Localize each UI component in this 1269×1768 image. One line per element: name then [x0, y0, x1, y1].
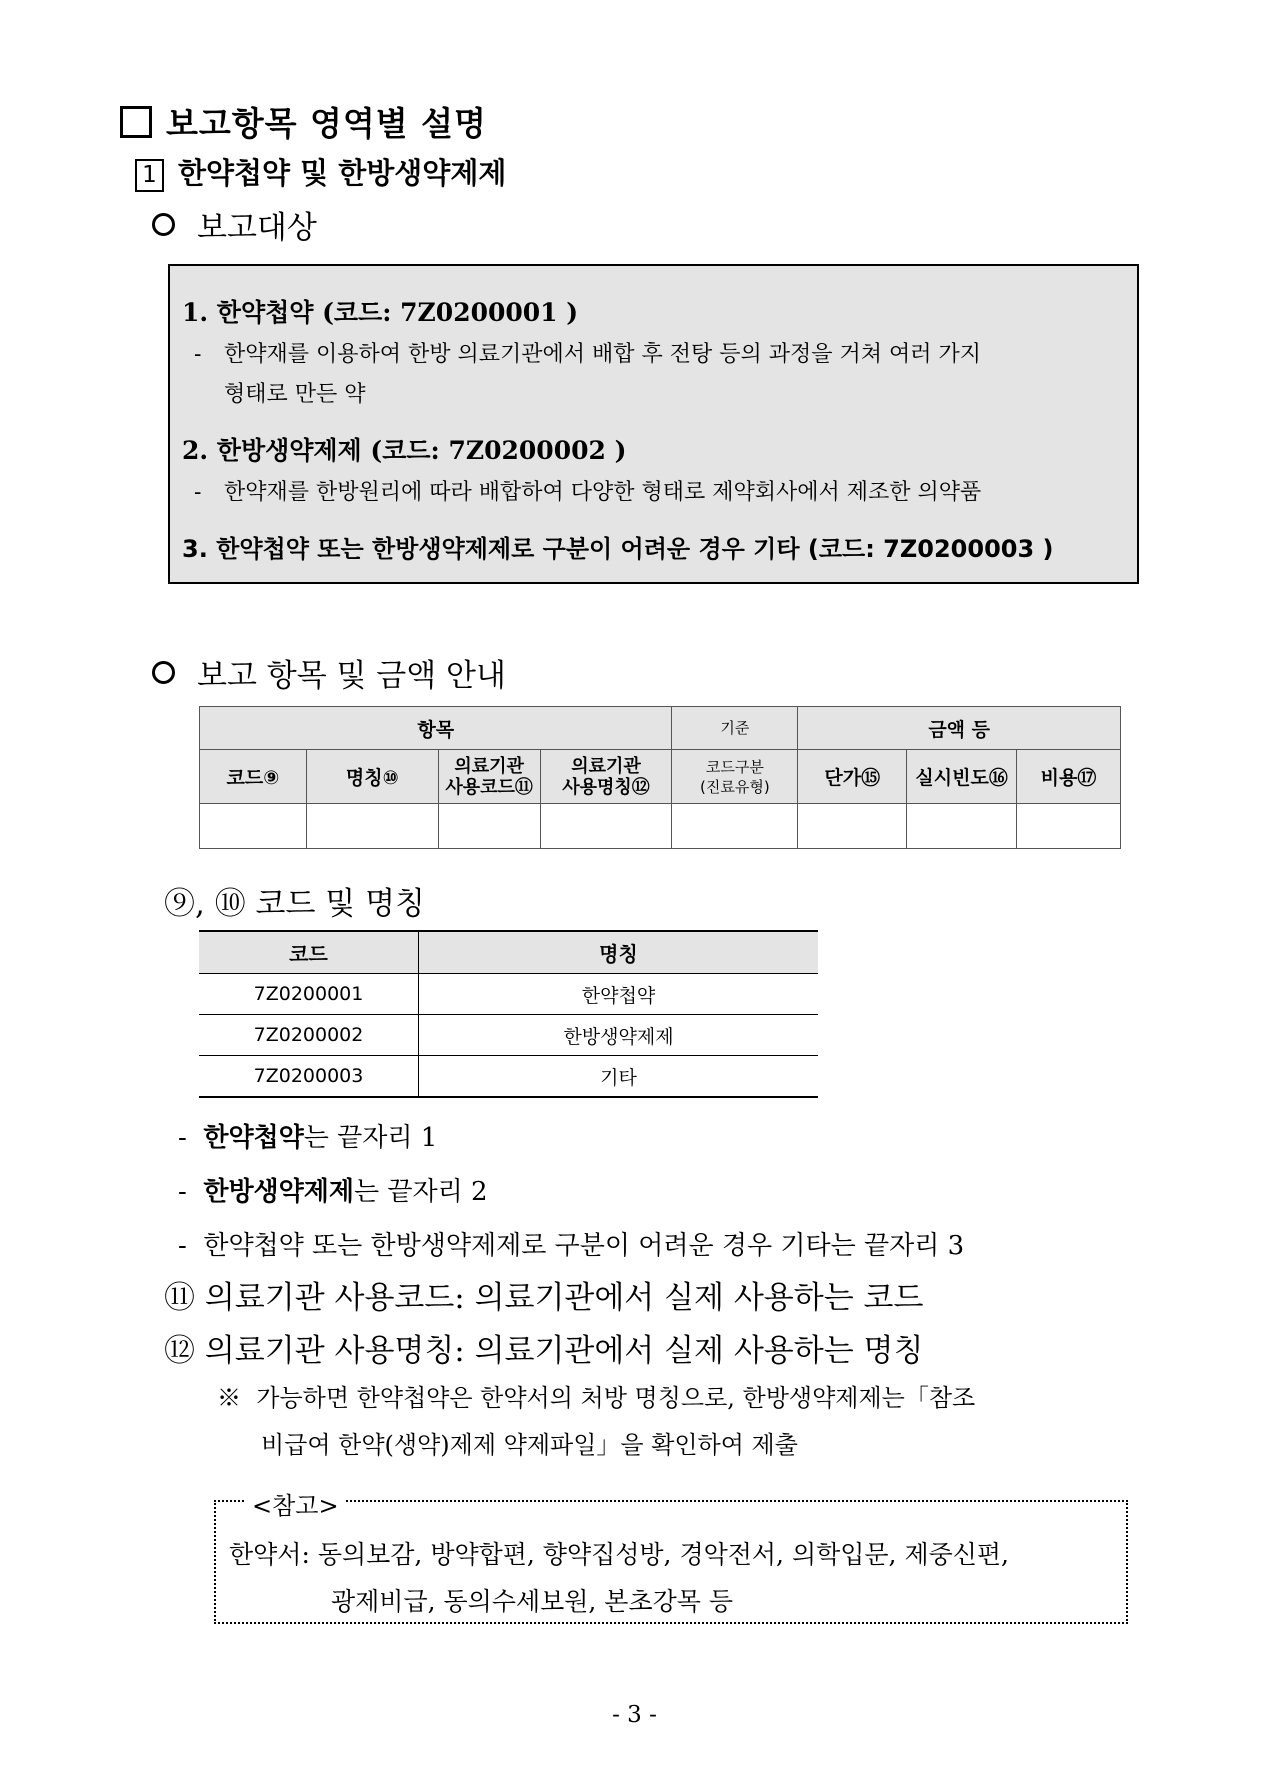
rule-line	[178, 1225, 964, 1262]
column-header-line: (진료유형)	[700, 777, 770, 796]
note-mark: ※	[217, 1384, 241, 1412]
column-header	[672, 750, 798, 804]
column-header: 비용⑰	[1017, 750, 1121, 804]
table-row	[199, 931, 818, 974]
report-items-table	[199, 706, 1121, 849]
target-item-title: 3. 한약첩약 또는 한방생약제제로 구분이 어려운 경우 기타 (코드: 7Z0200003 )	[182, 535, 1054, 563]
column-header-line: 코드구분	[705, 757, 764, 776]
group-header-basis: 기준	[672, 707, 798, 750]
table-cell	[540, 804, 672, 849]
checkbox-square-icon	[120, 106, 152, 138]
column-header: 명칭	[419, 931, 819, 974]
table-row	[200, 750, 1121, 804]
target-item-desc	[194, 473, 981, 513]
definition-text: 의료기관 사용명칭: 의료기관에서 실제 사용하는 명칭	[204, 1333, 924, 1369]
rule-line	[178, 1171, 488, 1208]
codes-heading: ⑨, ⑩ 코드 및 명칭	[164, 886, 425, 922]
table-cell: 한약첩약	[419, 974, 819, 1015]
definition-line	[164, 1325, 923, 1370]
definition-number: ⑫	[164, 1333, 195, 1369]
reference-label: <참고>	[246, 1486, 345, 1521]
subsection-title	[135, 151, 506, 192]
table-cell	[306, 804, 438, 849]
note-line	[217, 1375, 1137, 1422]
column-header-line: 의료기관	[571, 755, 641, 777]
code-name-table	[199, 930, 818, 1098]
target-item-desc-text: 한약재를 한방원리에 따라 배합하여 다양한 형태로 제약회사에서 제조한 의약품	[224, 480, 982, 505]
section-title-text: 보고항목 영역별 설명	[166, 104, 487, 143]
target-box	[168, 264, 1139, 584]
note	[217, 1375, 1137, 1469]
report-heading-text: 보고 항목 및 금액 안내	[197, 658, 506, 694]
circle-bullet-icon	[152, 213, 175, 236]
dash-mark: -	[194, 342, 202, 367]
target-item-title: 1. 한약첩약 (코드: 7Z0200001 )	[182, 298, 579, 327]
rule-bold: 한약첩약	[203, 1123, 304, 1153]
column-header: 실시빈도⑯	[907, 750, 1017, 804]
table-cell	[200, 804, 307, 849]
group-header-items: 항목	[200, 707, 672, 750]
column-header	[438, 750, 540, 804]
rule-text: 한약첩약 또는 한방생약제제로 구분이 어려운 경우 기타는 끝자리 3	[203, 1231, 965, 1261]
reference-body	[229, 1531, 1009, 1625]
table-cell: 7Z0200001	[199, 974, 419, 1015]
page-number: - 3 -	[612, 1702, 657, 1728]
table-row	[200, 707, 1121, 750]
dash-mark: -	[178, 1123, 187, 1153]
target-item-title: 2. 한방생약제제 (코드: 7Z0200002 )	[182, 436, 627, 465]
dash-mark: -	[178, 1177, 187, 1207]
table-row	[199, 1056, 818, 1098]
definition-text: 의료기관 사용코드: 의료기관에서 실제 사용하는 코드	[204, 1280, 924, 1316]
circle-bullet-icon	[152, 661, 175, 684]
target-heading	[152, 202, 317, 247]
column-header-line: 의료기관	[454, 755, 524, 777]
table-cell	[672, 804, 798, 849]
column-header	[540, 750, 672, 804]
rule-text: 는 끝자리 1	[303, 1123, 438, 1153]
subsection-title-text: 한약첩약 및 한방생약제제	[178, 156, 507, 190]
dash-mark: -	[194, 480, 202, 505]
target-item-desc-text: 한약재를 이용하여 한방 의료기관에서 배합 후 전탕 등의 과정을 거쳐 여러 가지	[224, 342, 981, 367]
dash-mark: -	[178, 1231, 187, 1261]
table-cell	[798, 804, 907, 849]
table-cell	[907, 804, 1017, 849]
column-header: 코드⑨	[200, 750, 307, 804]
table-row	[200, 804, 1121, 849]
reference-line: 광제비급, 동의수세보원, 본초강목 등	[331, 1587, 733, 1616]
rule-line	[178, 1117, 437, 1154]
rule-text: 는 끝자리 2	[354, 1177, 488, 1207]
table-cell: 기타	[419, 1056, 819, 1098]
column-header: 코드	[199, 931, 419, 974]
group-header-amount: 금액 등	[798, 707, 1121, 750]
subsection-number: 1	[135, 159, 164, 192]
column-header-line: 사용코드⑪	[445, 776, 533, 798]
target-item-desc	[194, 335, 981, 375]
target-item-desc: 형태로 만든 약	[224, 382, 366, 407]
table-cell: 한방생약제제	[419, 1015, 819, 1056]
table-cell	[1017, 804, 1121, 849]
column-header: 단가⑮	[798, 750, 907, 804]
reference-line: 한약서: 동의보감, 방약합편, 향약집성방, 경악전서, 의학입문, 제중신편,	[229, 1540, 1009, 1569]
table-cell: 7Z0200002	[199, 1015, 419, 1056]
table-row	[199, 1015, 818, 1056]
column-header-line: 사용명칭⑫	[562, 776, 650, 798]
table-row	[199, 974, 818, 1015]
target-heading-text: 보고대상	[197, 210, 317, 246]
definition-line	[164, 1272, 923, 1317]
rule-bold: 한방생약제제	[203, 1177, 355, 1207]
table-cell: 7Z0200003	[199, 1056, 419, 1098]
definition-number: ⑪	[164, 1280, 195, 1316]
table-cell	[438, 804, 540, 849]
report-heading	[152, 650, 506, 695]
section-title	[120, 98, 487, 145]
column-header: 명칭⑩	[306, 750, 438, 804]
note-text: 가능하면 한약첩약은 한약서의 처방 명칭으로, 한방생약제제는「참조	[256, 1384, 976, 1412]
note-line: 비급여 한약(생약)제제 약제파일」을 확인하여 제출	[261, 1431, 798, 1459]
